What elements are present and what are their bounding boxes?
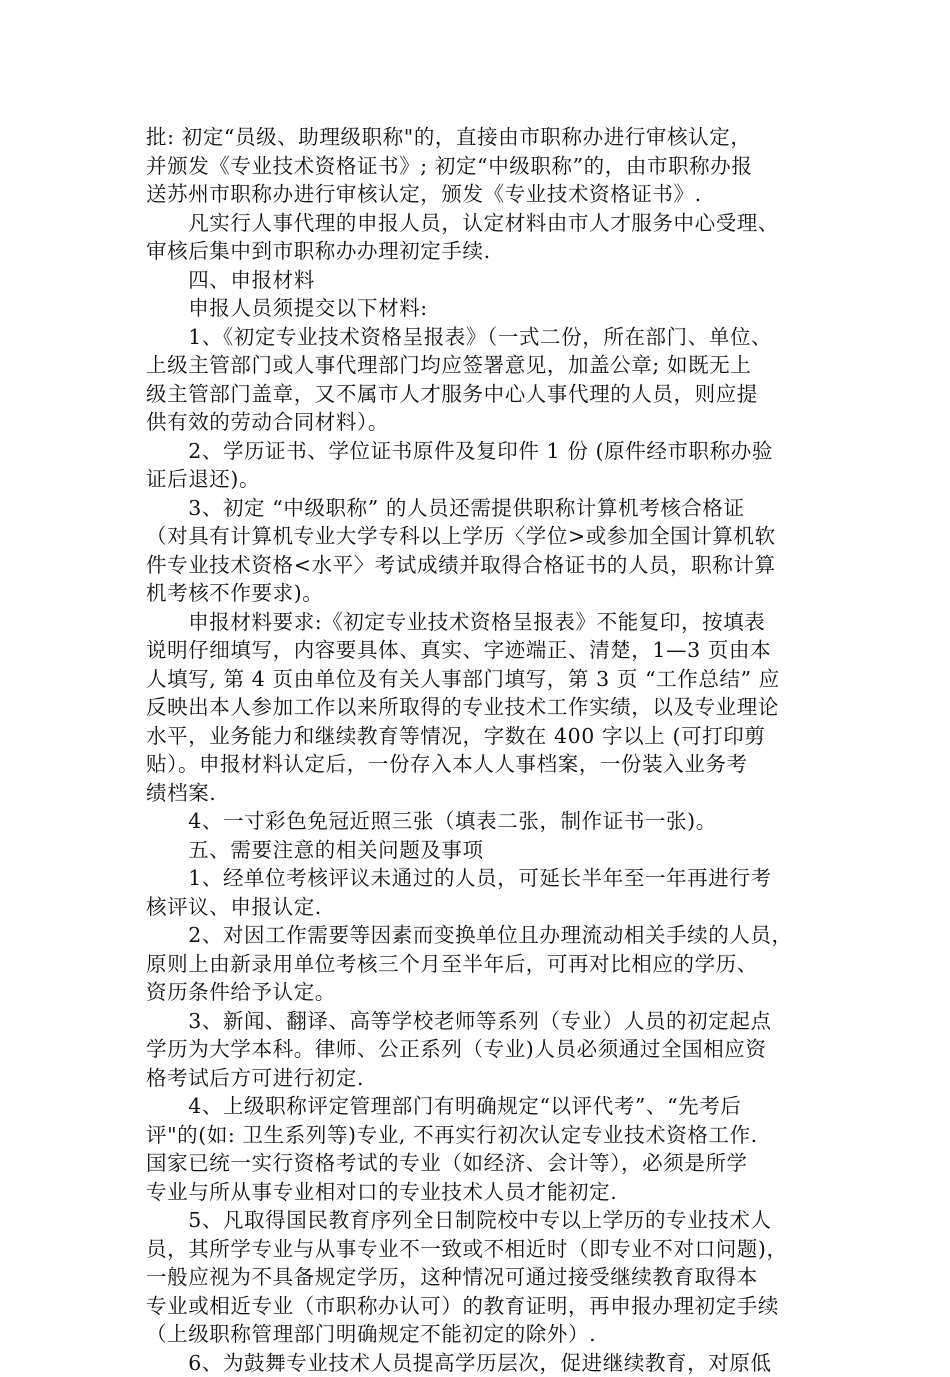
- text-line: 1、经单位考核评议未通过的人员，可延长半年至一年再进行考: [146, 864, 814, 893]
- text-line: 员，其所学专业与从事专业不一致或不相近时（即专业不对口问题)，: [146, 1235, 814, 1264]
- text-line: 一般应视为不具备规定学历，这种情况可通过接受继续教育取得本: [146, 1263, 814, 1292]
- text-line: 专业或相近专业（市职称办认可）的教育证明，再申报办理初定手续: [146, 1292, 814, 1321]
- text-line: 申报人员须提交以下材料:: [146, 294, 814, 323]
- text-line: 国家已统一实行资格考试的专业（如经济、会计等），必须是所学: [146, 1149, 814, 1178]
- text-line: 资历条件给予认定。: [146, 978, 814, 1007]
- text-line: 证后退还)。: [146, 465, 814, 494]
- text-line: 3、新闻、翻译、高等学校老师等系列（专业）人员的初定起点: [146, 1007, 814, 1036]
- section-heading: 四、申报材料: [146, 266, 814, 295]
- text-line: 批: 初定“员级、助理级职称"的，直接由市职称办进行审核认定，: [146, 123, 814, 152]
- text-line: 人填写, 第 4 页由单位及有关人事部门填写，第 3 页 “工作总结” 应: [146, 665, 814, 694]
- text-line: 申报材料要求:《初定专业技术资格呈报表》不能复印，按填表: [146, 608, 814, 637]
- text-line: 3、初定 “中级职称” 的人员还需提供职称计算机考核合格证: [146, 494, 814, 523]
- text-line: 4、上级职称评定管理部门有明确规定“以评代考”、“先考后: [146, 1092, 814, 1121]
- text-line: 件专业技术资格<水平〉考试成绩并取得合格证书的人员，职称计算: [146, 551, 814, 580]
- text-line: 专业与所从事专业相对口的专业技术人员才能初定.: [146, 1178, 814, 1207]
- text-line: 6、为鼓舞专业技术人员提高学历层次，促进继续教育，对原低: [146, 1349, 814, 1377]
- text-line: 2、对因工作需要等因素而变换单位且办理流动相关手续的人员，: [146, 921, 814, 950]
- text-line: 格考试后方可进行初定.: [146, 1064, 814, 1093]
- document-body: [146, 123, 814, 1377]
- text-line: 评"的(如: 卫生系列等)专业, 不再实行初次认定专业技术资格工作.: [146, 1121, 814, 1150]
- text-line: 审核后集中到市职称办办理初定手续.: [146, 237, 814, 266]
- text-line: 4、一寸彩色免冠近照三张（填表二张，制作证书一张)。: [146, 807, 814, 836]
- text-line: 贴）。申报材料认定后，一份存入本人人事档案，一份装入业务考: [146, 750, 814, 779]
- text-line: 5、凡取得国民教育序列全日制院校中专以上学历的专业技术人: [146, 1206, 814, 1235]
- text-line: 原则上由新录用单位考核三个月至半年后，可再对比相应的学历、: [146, 950, 814, 979]
- text-line: 机考核不作要求)。: [146, 579, 814, 608]
- text-line: 说明仔细填写，内容要具体、真实、字迹端正、清楚，1—3 页由本: [146, 636, 814, 665]
- text-line: （对具有计算机专业大学专科以上学历〈学位>或参加全国计算机软: [146, 522, 814, 551]
- text-line: 凡实行人事代理的申报人员，认定材料由市人才服务中心受理、: [146, 209, 814, 238]
- text-line: 核评议、申报认定.: [146, 893, 814, 922]
- text-line: 反映出本人参加工作以来所取得的专业技术工作实绩，以及专业理论: [146, 693, 814, 722]
- text-line: 1、《初定专业技术资格呈报表》（一式二份，所在部门、单位、: [146, 323, 814, 352]
- text-line: （上级职称管理部门明确规定不能初定的除外）.: [146, 1320, 814, 1349]
- text-line: 2、学历证书、学位证书原件及复印件 1 份 (原件经市职称办验: [146, 437, 814, 466]
- text-line: 上级主管部门或人事代理部门均应签署意见，加盖公章; 如既无上: [146, 351, 814, 380]
- text-line: 水平，业务能力和继续教育等情况，字数在 400 字以上 (可打印剪: [146, 722, 814, 751]
- text-line: 供有效的劳动合同材料）。: [146, 408, 814, 437]
- text-line: 并颁发《专业技术资格证书》; 初定“中级职称”的，由市职称办报: [146, 152, 814, 181]
- text-line: 绩档案.: [146, 779, 814, 808]
- text-line: 送苏州市职称办进行审核认定，颁发《专业技术资格证书》.: [146, 180, 814, 209]
- section-heading: 五、需要注意的相关问题及事项: [146, 836, 814, 865]
- text-line: 学历为大学本科。律师、公正系列（专业)人员必须通过全国相应资: [146, 1035, 814, 1064]
- text-line: 级主管部门盖章，又不属市人才服务中心人事代理的人员，则应提: [146, 380, 814, 409]
